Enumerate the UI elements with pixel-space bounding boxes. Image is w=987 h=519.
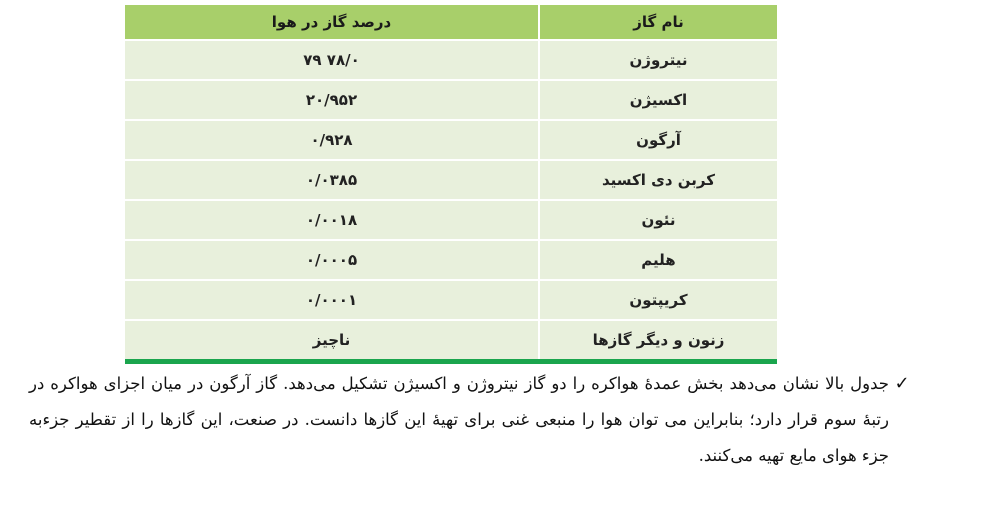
table-row xyxy=(125,160,777,200)
gas-name-cell: نیتروژن xyxy=(539,40,777,80)
gas-name-cell: اکسیژن xyxy=(539,80,777,120)
table-row xyxy=(125,80,777,120)
gas-name-cell: هلیم xyxy=(539,240,777,280)
table-row xyxy=(125,120,777,160)
gas-percent-cell: ۰/۹۲۸ xyxy=(125,120,539,160)
table-row xyxy=(125,280,777,320)
checkmark-icon: ✓ xyxy=(894,373,910,394)
gas-name-cell: کربن دی اکسید xyxy=(539,160,777,200)
table-row xyxy=(125,40,777,80)
gas-name-cell: زنون و دیگر گازها xyxy=(539,320,777,362)
gas-percent-cell: ۷۸/۰ ۷۹ xyxy=(125,40,539,80)
gas-percent-cell: ۲۰/۹۵۲ xyxy=(125,80,539,120)
gas-percent-cell: ۰/۰۰۰۱ xyxy=(125,280,539,320)
gas-composition-table xyxy=(125,5,777,364)
table-header-row xyxy=(125,5,777,40)
gas-percent-cell: ۰/۰۰۱۸ xyxy=(125,200,539,240)
header-gas-name: نام گاز xyxy=(539,5,777,40)
header-percent: درصد گاز در هوا xyxy=(125,5,539,40)
gas-percent-cell: ۰/۰۰۰۵ xyxy=(125,240,539,280)
gas-name-cell: آرگون xyxy=(539,120,777,160)
gas-name-cell: نئون xyxy=(539,200,777,240)
table-row xyxy=(125,200,777,240)
explanation-paragraph: جدول بالا نشان می‌دهد بخش عمدهٔ هواکره را دو گاز نیتروژن و اکسیژن تشکیل می‌دهد. گاز آرگون در میان اجزای هواکره در رتبهٔ سوم قرار دارد؛ بنابراین می توان هوا را منبعی غنی برای تهیهٔ این گازها دانست. در صنعت، این گازها را از تقطیر جزءبه جزء هوای مایع تهیه می‌کنند. xyxy=(29,374,889,465)
gas-percent-cell: ناچیز xyxy=(125,320,539,362)
table-row xyxy=(125,320,777,362)
gas-name-cell: کریپتون xyxy=(539,280,777,320)
gas-percent-cell: ۰/۰۳۸۵ xyxy=(125,160,539,200)
table-row xyxy=(125,240,777,280)
explanation-note xyxy=(20,366,915,474)
